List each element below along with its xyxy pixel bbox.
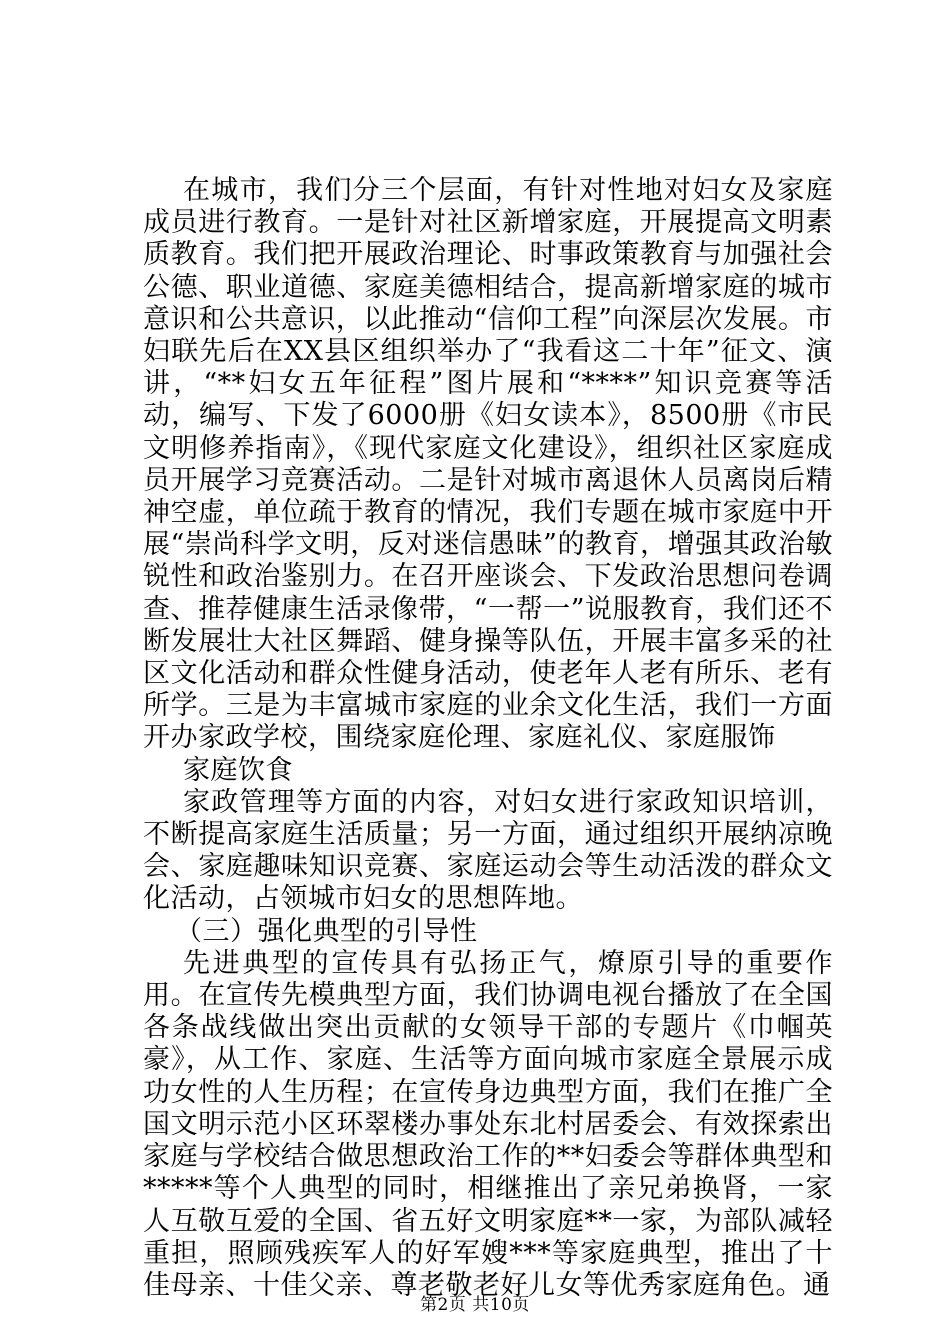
page-body — [143, 175, 833, 1302]
paragraph-family-diet: 家庭饮食 — [183, 754, 293, 786]
paragraph-advanced-models: 先进典型的宣传具有弘扬正气，燎原引导的重要作用。在宣传先模典型方面，我们协调电视台播放了在全国各条战线做出突出贡献的女领导干部的专题片《巾帼英豪》，从工作、家庭、生活等方面向城市家庭全景展示成功女性的人生历程；在宣传身边典型方面，我们在推广全国文明示范小区环翠楼办事处东北村居委会、有效探索出家庭与学校结合做思想政治工作的**妇委会等群体典型和*****等个人典型的同时，相继推出了亲兄弟换肾，一家人互敬互爱的全国、省五好文明家庭**一家，为部队减轻重担，照顾残疾军人的好军嫂***等家庭典型，推出了十佳母亲、十佳父亲、尊老敬老好儿女等优秀家庭角色。通 — [143, 947, 833, 1301]
section-heading-typical-guidance: （三）强化典型的引导性 — [175, 915, 478, 947]
page-number-footer: 第2页 共10页 — [420, 1295, 530, 1315]
paragraph-city-education: 在城市，我们分三个层面，有针对性地对妇女及家庭成员进行教育。一是针对社区新增家庭，开展提高文明素质教育。我们把开展政治理论、时事政策教育与加强社会公德、职业道德、家庭美德相结合，提高新增家庭的城市意识和公共意识，以此推动“信仰工程”向深层次发展。市妇联先后在XX县区组织举办了“我看这二十年”征文、演讲，“**妇女五年征程”图片展和“****”知识竞赛等活动，编写、下发了6000册《妇女读本》，8500册《市民文明修养指南》，《现代家庭文化建设》，组织社区家庭成员开展学习竞赛活动。二是针对城市离退休人员离岗后精神空虚，单位疏于教育的情况，我们专题在城市家庭中开展“崇尚科学文明，反对迷信愚昧”的教育，增强其政治敏锐性和政治鉴别力。在召开座谈会、下发政治思想问卷调查、推荐健康生活录像带，“一帮一”说服教育，我们还不断发展壮大社区舞蹈、健身操等队伍，开展丰富多采的社区文化活动和群众性健身活动，使老年人老有所乐、老有所学。三是为丰富城市家庭的业余文化生活，我们一方面开办家政学校，围绕家庭伦理、家庭礼仪、家庭服饰 — [143, 175, 833, 754]
paragraph-home-management: 家政管理等方面的内容，对妇女进行家政知识培训，不断提高家庭生活质量；另一方面，通过组织开展纳凉晚会、家庭趣味知识竞赛、家庭运动会等生动活泼的群众文化活动，占领城市妇女的思想阵地。 — [143, 786, 833, 915]
